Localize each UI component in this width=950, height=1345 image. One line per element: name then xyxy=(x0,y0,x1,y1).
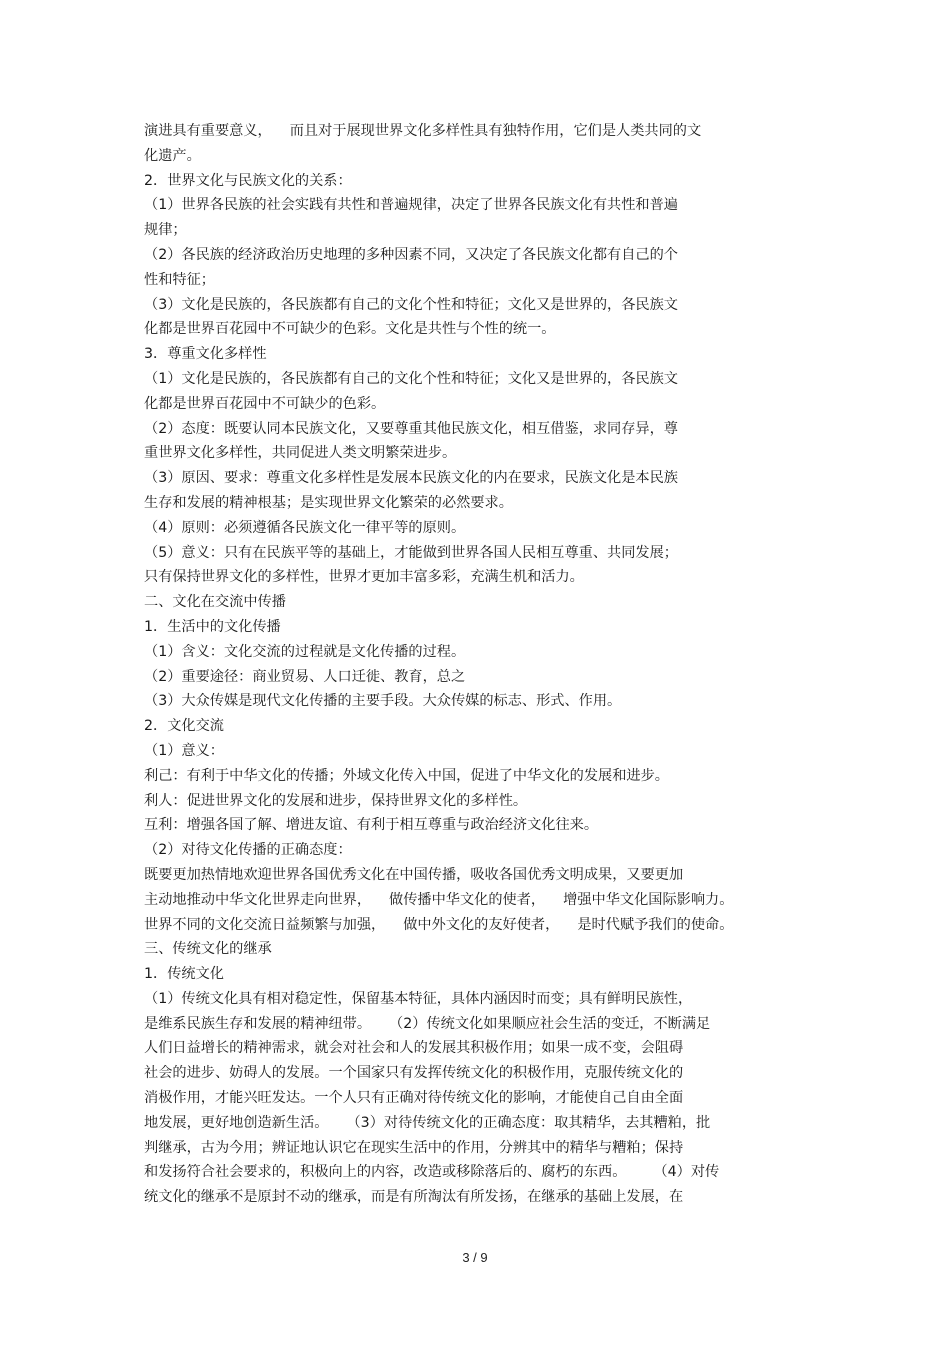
text-line: 化遗产。 xyxy=(144,147,201,164)
text-line: （4）原则：必须遵循各民族文化一律平等的原则。 xyxy=(144,519,466,536)
text-line: 地发展，更好地创造新生活。 （3）对待传统文化的正确态度：取其精华，去其糟粕，批 xyxy=(144,1114,711,1131)
text-line: 利己：有利于中华文化的传播；外域文化传入中国，促进了中华文化的发展和进步。 xyxy=(144,767,669,784)
text-line: （3）原因、要求：尊重文化多样性是发展本民族文化的内在要求，民族文化是本民族 xyxy=(144,470,678,487)
text-line: 化都是世界百花园中不可缺少的色彩。文化是共性与个性的统一。 xyxy=(144,321,556,338)
text-line: 社会的进步、妨碍人的发展。一个国家只有发挥传统文化的积极作用，克服传统文化的 xyxy=(144,1065,684,1082)
text-line: 互利：增强各国了解、增进友谊、有利于相互尊重与政治经济文化往来。 xyxy=(144,817,599,834)
text-line: 人们日益增长的精神需求，就会对社会和人的发展其积极作用；如果一成不变，会阻碍 xyxy=(144,1040,684,1057)
text-line: （3）大众传媒是现代文化传播的主要手段。大众传媒的标志、形式、作用。 xyxy=(144,693,622,710)
text-line: 化都是世界百花园中不可缺少的色彩。 xyxy=(144,395,386,412)
text-line: 是维系民族生存和发展的精神纽带。 （2）传统文化如果顺应社会生活的变迁，不断满足 xyxy=(144,1015,711,1032)
text-line: 2．文化交流 xyxy=(144,718,224,735)
text-line: 主动地推动中华文化世界走向世界， 做传播中华文化的使者， 增强中华文化国际影响力。 xyxy=(144,891,734,908)
text-body xyxy=(144,119,814,1210)
text-line: 只有保持世界文化的多样性，世界才更加丰富多彩，充满生机和活力。 xyxy=(144,569,584,586)
text-line: （3）文化是民族的，各民族都有自己的文化个性和特征；文化又是世界的，各民族文 xyxy=(144,296,678,313)
text-line: 1．生活中的文化传播 xyxy=(144,618,281,635)
text-line: 生存和发展的精神根基；是实现世界文化繁荣的必然要求。 xyxy=(144,494,513,511)
text-line: 三、传统文化的继承 xyxy=(144,941,272,958)
text-line: （5）意义：只有在民族平等的基础上，才能做到世界各国人民相互尊重、共同发展； xyxy=(144,544,678,561)
text-line: 世界不同的文化交流日益频繁与加强， 做中外文化的友好使者， 是时代赋予我们的使命。 xyxy=(144,916,734,933)
text-line: 消极作用，才能兴旺发达。一个人只有正确对待传统文化的影响，才能使自己自由全面 xyxy=(144,1090,684,1107)
text-line: 2．世界文化与民族文化的关系： xyxy=(144,172,352,189)
text-line: 利人：促进世界文化的发展和进步，保持世界文化的多样性。 xyxy=(144,792,528,809)
text-line: 和发扬符合社会要求的，积极向上的内容，改造或移除落后的、腐朽的东西。 （4）对传 xyxy=(144,1164,720,1181)
text-line: （1）意义： xyxy=(144,742,224,759)
text-line: （1）含义：文化交流的过程就是文化传播的过程。 xyxy=(144,643,466,660)
text-line: （2）态度：既要认同本民族文化，又要尊重其他民族文化，相互借鉴，求同存异，尊 xyxy=(144,420,678,437)
text-line: 规律； xyxy=(144,222,187,239)
text-line: （1）世界各民族的社会实践有共性和普遍规律，决定了世界各民族文化有共性和普遍 xyxy=(144,197,678,214)
text-line: （1）传统文化具有相对稳定性，保留基本特征，具体内涵因时而变；具有鲜明民族性， xyxy=(144,990,693,1007)
page-number: 3 / 9 xyxy=(462,1250,488,1265)
text-line: 1．传统文化 xyxy=(144,966,224,983)
text-line: 二、文化在交流中传播 xyxy=(144,594,286,611)
text-line: （1）文化是民族的，各民族都有自己的文化个性和特征；文化又是世界的，各民族文 xyxy=(144,370,678,387)
text-line: （2）对待文化传播的正确态度： xyxy=(144,842,352,859)
text-line: 3．尊重文化多样性 xyxy=(144,346,267,363)
text-line: 演进具有重要意义， 而且对于展现世界文化多样性具有独特作用，它们是人类共同的文 xyxy=(144,123,702,139)
text-line: 判继承，古为今用；辨证地认识它在现实生活中的作用，分辨其中的精华与糟粕；保持 xyxy=(144,1139,684,1156)
text-line: 统文化的继承不是原封不动的继承，而是有所淘汰有所发扬，在继承的基础上发展，在 xyxy=(144,1189,684,1206)
text-line: （2）各民族的经济政治历史地理的多种因素不同，又决定了各民族文化都有自己的个 xyxy=(144,246,678,263)
text-line: （2）重要途径：商业贸易、人口迁徙、教育，总之 xyxy=(144,668,466,685)
text-line: 重世界文化多样性，共同促进人类文明繁荣进步。 xyxy=(144,445,457,462)
text-line: 性和特征； xyxy=(144,271,215,288)
text-line: 既要更加热情地欢迎世界各国优秀文化在中国传播，吸收各国优秀文明成果，又要更加 xyxy=(144,866,684,883)
